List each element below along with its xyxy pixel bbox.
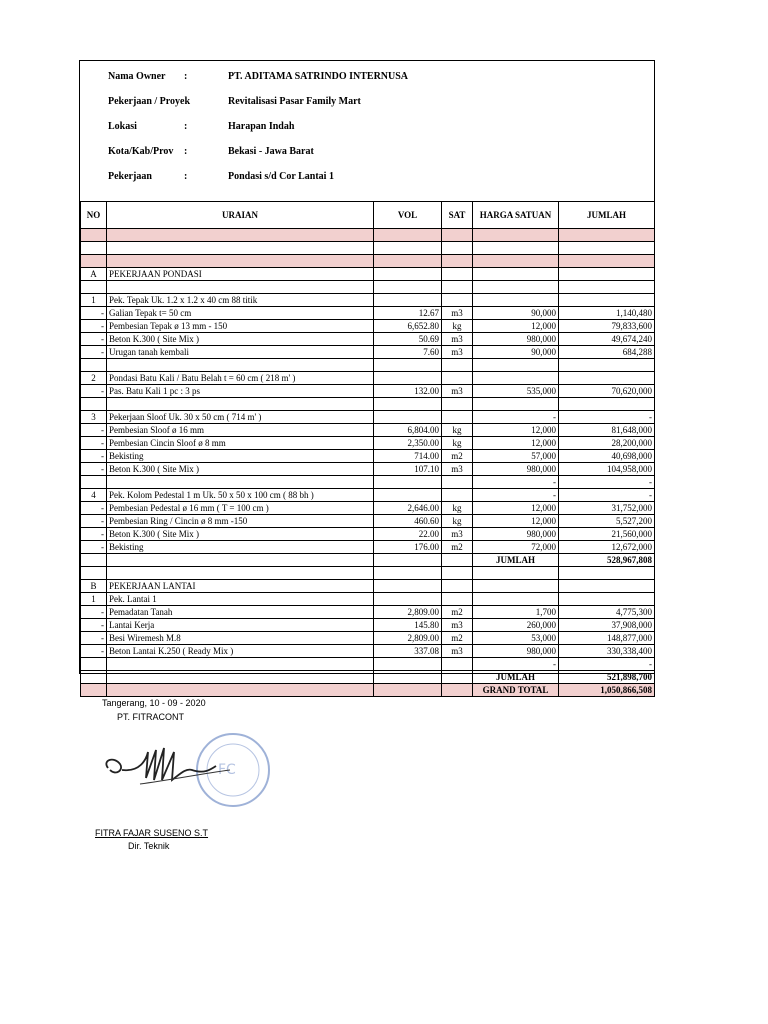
cell-jumlah xyxy=(559,229,655,242)
header-colon: : xyxy=(184,146,188,157)
cell-uraian: Beton K.300 ( Site Mix ) xyxy=(107,528,374,541)
cell-harga xyxy=(473,255,559,268)
cell-sat: kg xyxy=(442,320,473,333)
cell-no: B xyxy=(81,580,107,593)
cell-harga: 12,000 xyxy=(473,424,559,437)
cell-uraian: Pek. Tepak Uk. 1.2 x 1.2 x 40 cm 88 titik xyxy=(107,294,374,307)
cell-vol: 132.00 xyxy=(374,385,442,398)
table-row xyxy=(81,515,655,528)
cell-sat xyxy=(442,554,473,567)
cell-uraian: Pembesian Ring / Cincin ø 8 mm -150 xyxy=(107,515,374,528)
header-value: PT. ADITAMA SATRINDO INTERNUSA xyxy=(228,71,409,82)
cell-sat: m3 xyxy=(442,619,473,632)
col-sat: SAT xyxy=(442,202,473,229)
cell-uraian: Pek. Kolom Pedestal 1 m Uk. 50 x 50 x 100 cm ( 88 bh ) xyxy=(107,489,374,502)
cell-jumlah: 330,338,400 xyxy=(559,645,655,658)
cell-vol xyxy=(374,489,442,502)
cell-sat xyxy=(442,567,473,580)
cell-vol: 6,652.80 xyxy=(374,320,442,333)
cell-vol xyxy=(374,593,442,606)
cell-uraian xyxy=(107,359,374,372)
cell-jumlah: 70,620,000 xyxy=(559,385,655,398)
cell-vol: 176.00 xyxy=(374,541,442,554)
col-harga: HARGA SATUAN xyxy=(473,202,559,229)
table-row xyxy=(81,606,655,619)
cell-uraian xyxy=(107,476,374,489)
cell-vol: 6,804.00 xyxy=(374,424,442,437)
cell-vol xyxy=(374,567,442,580)
cell-vol xyxy=(374,242,442,255)
cell-uraian: Beton K.300 ( Site Mix ) xyxy=(107,463,374,476)
cell-no: 4 xyxy=(81,489,107,502)
cell-uraian: Beton Lantai K.250 ( Ready Mix ) xyxy=(107,645,374,658)
cell-no: - xyxy=(81,385,107,398)
header-colon: : xyxy=(184,71,188,82)
cell-jumlah: 521,898,700 xyxy=(559,671,655,684)
cell-jumlah xyxy=(559,294,655,307)
cell-vol xyxy=(374,671,442,684)
cell-vol: 337.08 xyxy=(374,645,442,658)
cell-vol xyxy=(374,398,442,411)
cell-uraian: Beton K.300 ( Site Mix ) xyxy=(107,333,374,346)
cell-uraian xyxy=(107,554,374,567)
cell-harga xyxy=(473,229,559,242)
table-row xyxy=(81,424,655,437)
table-row xyxy=(81,437,655,450)
cell-harga: GRAND TOTAL xyxy=(473,684,559,697)
cell-sat: kg xyxy=(442,502,473,515)
cell-uraian: Galian Tepak t= 50 cm xyxy=(107,307,374,320)
cell-sat xyxy=(442,476,473,489)
cell-vol: 2,350.00 xyxy=(374,437,442,450)
cell-no: - xyxy=(81,632,107,645)
cell-no xyxy=(81,281,107,294)
cell-jumlah: 79,833,600 xyxy=(559,320,655,333)
cell-no xyxy=(81,229,107,242)
cell-no: - xyxy=(81,346,107,359)
table-row xyxy=(81,541,655,554)
table-row xyxy=(81,489,655,502)
cell-jumlah: 528,967,808 xyxy=(559,554,655,567)
table-row xyxy=(81,567,655,580)
cell-harga: 12,000 xyxy=(473,320,559,333)
cell-sat: m3 xyxy=(442,346,473,359)
header-colon: : xyxy=(184,121,188,132)
cell-vol: 107.10 xyxy=(374,463,442,476)
cell-uraian: Pas. Batu Kali 1 pc : 3 ps xyxy=(107,385,374,398)
cell-jumlah: 4,775,300 xyxy=(559,606,655,619)
cell-jumlah xyxy=(559,281,655,294)
table-row xyxy=(81,385,655,398)
cell-harga xyxy=(473,567,559,580)
header-label: Pekerjaan xyxy=(108,171,152,182)
cell-harga: 72,000 xyxy=(473,541,559,554)
cell-vol xyxy=(374,580,442,593)
cell-jumlah: 1,050,866,508 xyxy=(559,684,655,697)
cell-harga: - xyxy=(473,489,559,502)
cell-vol xyxy=(374,359,442,372)
cell-harga xyxy=(473,268,559,281)
cell-sat: m3 xyxy=(442,463,473,476)
col-jumlah: JUMLAH xyxy=(559,202,655,229)
cell-jumlah: 28,200,000 xyxy=(559,437,655,450)
cell-jumlah: 1,140,480 xyxy=(559,307,655,320)
cell-harga: 12,000 xyxy=(473,437,559,450)
cell-sat xyxy=(442,593,473,606)
cell-sat: m3 xyxy=(442,528,473,541)
cell-jumlah: 12,672,000 xyxy=(559,541,655,554)
cell-jumlah: 21,560,000 xyxy=(559,528,655,541)
cell-jumlah xyxy=(559,398,655,411)
cell-no: - xyxy=(81,307,107,320)
cell-jumlah xyxy=(559,567,655,580)
cell-uraian: PEKERJAAN LANTAI xyxy=(107,580,374,593)
table-row xyxy=(81,593,655,606)
cell-no: - xyxy=(81,437,107,450)
cost-table xyxy=(80,201,655,697)
signer-title: Dir. Teknik xyxy=(128,841,170,851)
cell-vol: 2,809.00 xyxy=(374,606,442,619)
cell-sat: m3 xyxy=(442,333,473,346)
table-row xyxy=(81,411,655,424)
header-value: Bekasi - Jawa Barat xyxy=(228,146,314,157)
signer-name: FITRA FAJAR SUSENO S.T xyxy=(95,828,209,838)
table-row xyxy=(81,359,655,372)
cell-harga xyxy=(473,593,559,606)
cell-harga: JUMLAH xyxy=(473,671,559,684)
cell-no: - xyxy=(81,619,107,632)
cell-uraian xyxy=(107,684,374,697)
table-row xyxy=(81,476,655,489)
cell-no: - xyxy=(81,424,107,437)
table-row xyxy=(81,671,655,684)
cell-sat xyxy=(442,294,473,307)
cell-no: - xyxy=(81,333,107,346)
cell-vol: 2,646.00 xyxy=(374,502,442,515)
cell-jumlah: 40,698,000 xyxy=(559,450,655,463)
cell-vol: 12.67 xyxy=(374,307,442,320)
col-no: NO xyxy=(81,202,107,229)
cell-jumlah: - xyxy=(559,411,655,424)
cell-jumlah: 81,648,000 xyxy=(559,424,655,437)
cell-harga xyxy=(473,281,559,294)
cell-sat: m2 xyxy=(442,541,473,554)
cell-sat xyxy=(442,398,473,411)
cell-uraian: Pekerjaan Sloof Uk. 30 x 50 cm ( 714 m' ) xyxy=(107,411,374,424)
cell-sat: m2 xyxy=(442,450,473,463)
table-row xyxy=(81,658,655,671)
cell-no: - xyxy=(81,645,107,658)
cell-no xyxy=(81,359,107,372)
cell-uraian: Pondasi Batu Kali / Batu Belah t = 60 cm ( 218 m' ) xyxy=(107,372,374,385)
table-row xyxy=(81,268,655,281)
cell-jumlah: 5,527,200 xyxy=(559,515,655,528)
cell-jumlah: 49,674,240 xyxy=(559,333,655,346)
cell-uraian: Pembesian Pedestal ø 16 mm ( T = 100 cm ) xyxy=(107,502,374,515)
header-colon: : xyxy=(184,171,188,182)
cell-jumlah xyxy=(559,255,655,268)
cell-harga: 12,000 xyxy=(473,515,559,528)
cell-harga: 535,000 xyxy=(473,385,559,398)
estimate-sheet xyxy=(79,60,655,695)
table-row xyxy=(81,294,655,307)
header-label: Lokasi xyxy=(108,121,137,132)
cell-no: 1 xyxy=(81,294,107,307)
cell-uraian: Pek. Lantai 1 xyxy=(107,593,374,606)
cell-no: - xyxy=(81,515,107,528)
cell-sat: m3 xyxy=(442,645,473,658)
header-label: Nama Owner xyxy=(108,71,166,82)
table-row xyxy=(81,307,655,320)
cell-sat xyxy=(442,684,473,697)
cell-uraian xyxy=(107,229,374,242)
cell-harga: 980,000 xyxy=(473,333,559,346)
cell-jumlah xyxy=(559,268,655,281)
cell-uraian: Pembesian Sloof ø 16 mm xyxy=(107,424,374,437)
cell-no: 2 xyxy=(81,372,107,385)
cell-sat xyxy=(442,229,473,242)
cell-sat xyxy=(442,489,473,502)
cell-vol xyxy=(374,294,442,307)
cell-no xyxy=(81,476,107,489)
cell-jumlah xyxy=(559,242,655,255)
cell-vol: 714.00 xyxy=(374,450,442,463)
cell-harga: - xyxy=(473,658,559,671)
cell-sat: m2 xyxy=(442,606,473,619)
cell-sat: m2 xyxy=(442,632,473,645)
cell-sat: m3 xyxy=(442,385,473,398)
cell-vol: 50.69 xyxy=(374,333,442,346)
cell-vol xyxy=(374,255,442,268)
cell-harga: 980,000 xyxy=(473,528,559,541)
cell-harga: 980,000 xyxy=(473,645,559,658)
header-value: Revitalisasi Pasar Family Mart xyxy=(228,96,361,107)
cell-sat xyxy=(442,281,473,294)
header-value: Harapan Indah xyxy=(228,121,295,132)
cell-vol: 145.80 xyxy=(374,619,442,632)
cell-no xyxy=(81,567,107,580)
cell-jumlah: - xyxy=(559,476,655,489)
table-row xyxy=(81,229,655,242)
cell-jumlah: 104,958,000 xyxy=(559,463,655,476)
cell-harga xyxy=(473,242,559,255)
cell-harga: 57,000 xyxy=(473,450,559,463)
col-vol: VOL xyxy=(374,202,442,229)
cell-harga xyxy=(473,294,559,307)
cell-uraian xyxy=(107,242,374,255)
signer-company: PT. FITRACONT xyxy=(117,712,184,722)
cell-jumlah xyxy=(559,580,655,593)
cell-sat xyxy=(442,671,473,684)
cell-jumlah xyxy=(559,593,655,606)
cell-vol: 460.60 xyxy=(374,515,442,528)
table-header-row xyxy=(81,202,655,229)
table-row xyxy=(81,554,655,567)
cell-jumlah: 148,877,000 xyxy=(559,632,655,645)
table-row xyxy=(81,320,655,333)
cell-vol xyxy=(374,281,442,294)
table-row xyxy=(81,463,655,476)
cell-jumlah: - xyxy=(559,489,655,502)
cell-no xyxy=(81,554,107,567)
cell-vol: 22.00 xyxy=(374,528,442,541)
cell-no: - xyxy=(81,502,107,515)
table-row xyxy=(81,372,655,385)
cell-harga xyxy=(473,398,559,411)
cell-harga xyxy=(473,372,559,385)
table-row xyxy=(81,580,655,593)
cell-no: 3 xyxy=(81,411,107,424)
signature-stamp-image xyxy=(100,730,290,820)
cell-sat: kg xyxy=(442,437,473,450)
cell-vol xyxy=(374,372,442,385)
header-label: Kota/Kab/Prov xyxy=(108,146,174,157)
cell-uraian xyxy=(107,671,374,684)
cell-harga xyxy=(473,359,559,372)
cell-sat: kg xyxy=(442,515,473,528)
cell-harga: 1,700 xyxy=(473,606,559,619)
cell-harga: 980,000 xyxy=(473,463,559,476)
table-row xyxy=(81,684,655,697)
cell-vol xyxy=(374,476,442,489)
table-row xyxy=(81,333,655,346)
cell-uraian: Urugan tanah kembali xyxy=(107,346,374,359)
cell-vol xyxy=(374,268,442,281)
cell-harga: 90,000 xyxy=(473,346,559,359)
cell-no: - xyxy=(81,528,107,541)
header-value: Pondasi s/d Cor Lantai 1 xyxy=(228,171,334,182)
cell-uraian: Pemadatan Tanah xyxy=(107,606,374,619)
table-row xyxy=(81,645,655,658)
place-date: Tangerang, 10 - 09 - 2020 xyxy=(102,698,206,708)
cell-jumlah: 684,288 xyxy=(559,346,655,359)
cell-sat: m3 xyxy=(442,307,473,320)
cell-vol xyxy=(374,229,442,242)
cell-jumlah: - xyxy=(559,658,655,671)
table-row xyxy=(81,619,655,632)
cell-sat xyxy=(442,580,473,593)
table-row xyxy=(81,502,655,515)
cell-no: - xyxy=(81,320,107,333)
cell-uraian xyxy=(107,658,374,671)
cell-no: A xyxy=(81,268,107,281)
cell-vol: 2,809.00 xyxy=(374,632,442,645)
cell-no: - xyxy=(81,463,107,476)
cell-uraian: Lantai Kerja xyxy=(107,619,374,632)
cell-uraian xyxy=(107,281,374,294)
table-row xyxy=(81,255,655,268)
table-row xyxy=(81,450,655,463)
cell-sat xyxy=(442,268,473,281)
cell-vol xyxy=(374,554,442,567)
cell-vol: 7.60 xyxy=(374,346,442,359)
cell-harga: 12,000 xyxy=(473,502,559,515)
cell-sat xyxy=(442,242,473,255)
cell-harga xyxy=(473,580,559,593)
cell-harga: - xyxy=(473,411,559,424)
cell-sat xyxy=(442,255,473,268)
cell-vol xyxy=(374,411,442,424)
cell-no: - xyxy=(81,541,107,554)
cell-no xyxy=(81,671,107,684)
cell-vol xyxy=(374,684,442,697)
cell-no xyxy=(81,684,107,697)
cell-jumlah xyxy=(559,359,655,372)
cell-uraian: Bekisting xyxy=(107,541,374,554)
header-label: Pekerjaan / Proyek xyxy=(108,96,191,107)
table-row xyxy=(81,346,655,359)
cell-jumlah xyxy=(559,372,655,385)
cell-harga: - xyxy=(473,476,559,489)
cell-uraian: Pembesian Tepak ø 13 mm - 150 xyxy=(107,320,374,333)
cell-harga: JUMLAH xyxy=(473,554,559,567)
table-row xyxy=(81,242,655,255)
cell-vol xyxy=(374,658,442,671)
cell-jumlah: 37,908,000 xyxy=(559,619,655,632)
cell-uraian: Bekisting xyxy=(107,450,374,463)
cell-uraian: Pembesian Cincin Sloof ø 8 mm xyxy=(107,437,374,450)
cell-sat xyxy=(442,372,473,385)
table-row xyxy=(81,632,655,645)
cell-uraian xyxy=(107,255,374,268)
cell-sat xyxy=(442,411,473,424)
cell-harga: 53,000 xyxy=(473,632,559,645)
cell-harga: 260,000 xyxy=(473,619,559,632)
cell-no xyxy=(81,242,107,255)
cell-no: - xyxy=(81,450,107,463)
cell-harga: 90,000 xyxy=(473,307,559,320)
cell-no: 1 xyxy=(81,593,107,606)
cell-uraian xyxy=(107,567,374,580)
table-row xyxy=(81,398,655,411)
cell-sat xyxy=(442,359,473,372)
cell-uraian: Besi Wiremesh M.8 xyxy=(107,632,374,645)
cell-uraian: PEKERJAAN PONDASI xyxy=(107,268,374,281)
table-row xyxy=(81,528,655,541)
cell-no: - xyxy=(81,606,107,619)
cell-uraian xyxy=(107,398,374,411)
table-row xyxy=(81,281,655,294)
project-header xyxy=(80,61,654,202)
cell-no xyxy=(81,398,107,411)
cell-jumlah: 31,752,000 xyxy=(559,502,655,515)
cell-no xyxy=(81,658,107,671)
cell-no xyxy=(81,255,107,268)
cell-sat xyxy=(442,658,473,671)
svg-text:FC: FC xyxy=(218,762,236,778)
col-uraian: URAIAN xyxy=(107,202,374,229)
cell-sat: kg xyxy=(442,424,473,437)
